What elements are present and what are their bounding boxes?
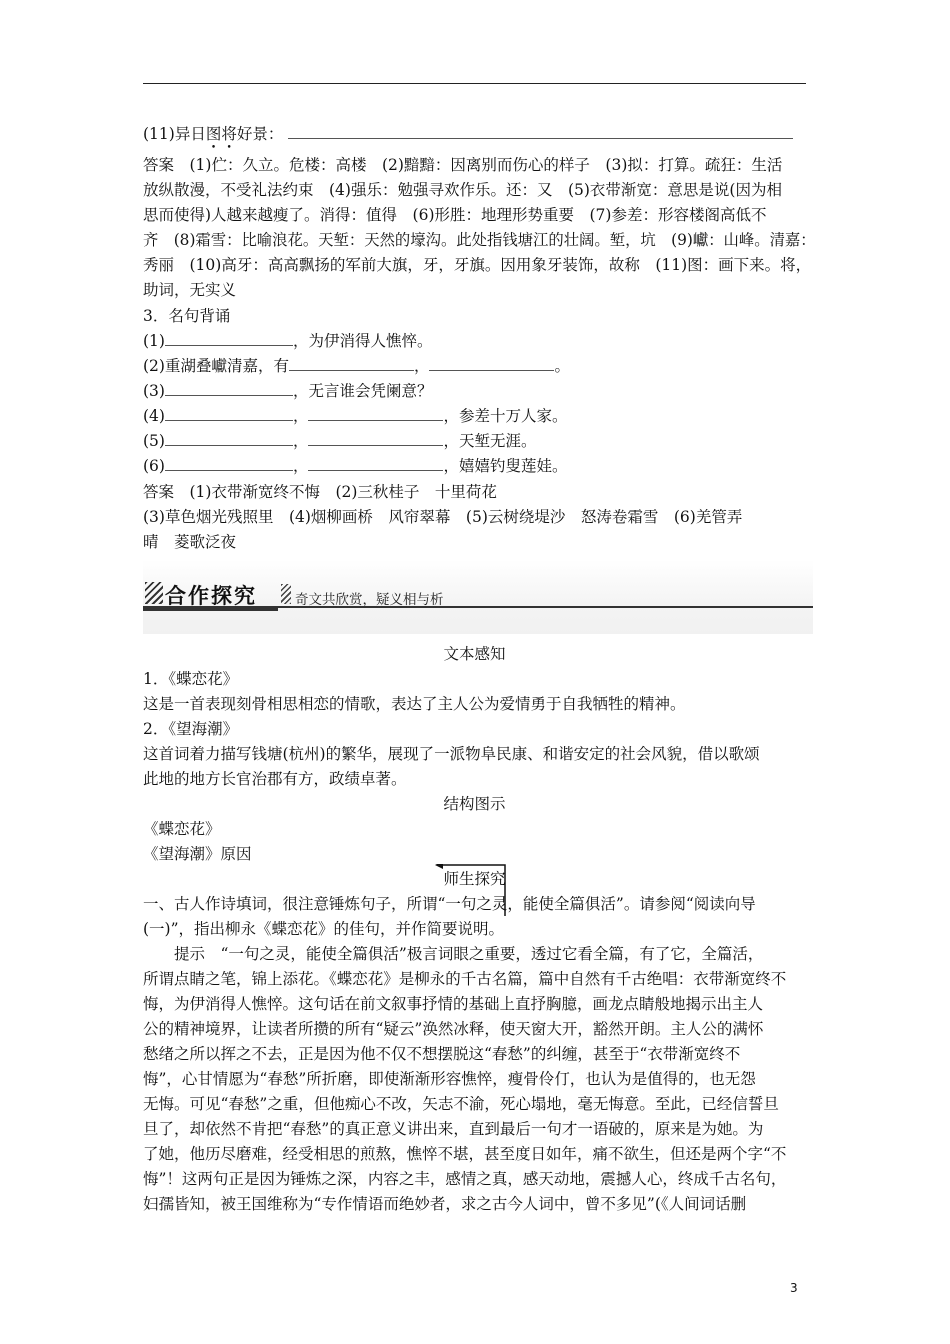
inquiry-line: 所谓点睛之笔，锦上添花。《蝶恋花》是柳永的千古名篇，篇中自然有千古绝唱：衣带渐宽终不 — [143, 970, 787, 988]
section-banner — [143, 560, 813, 634]
inquiry-line: 妇孺皆知，被王国维称为“专作情语而绝妙者，求之古今人词中，曾不多见”(《人间词话删 — [143, 1195, 747, 1213]
answer-line: 放纵散漫，不受礼法约束 (4)强乐：勉强寻欢作乐。还：又 (5)衣带渐宽：意思是说(因为相 — [143, 181, 782, 199]
structure-line: 《蝶恋花》 — [143, 820, 221, 838]
answer-blank[interactable] — [288, 124, 793, 139]
fill-question-2: (2)重湖叠巘清嘉，有 ， 。 — [143, 357, 570, 375]
answer-line: 助词，无实义 — [143, 281, 237, 299]
perception-line: 这是一首表现刻骨相思相恋的情歌，表达了主人公为爱情勇于自我牺牲的精神。 — [143, 695, 686, 713]
inquiry-line: 悔”，心甘情愿为“春愁”所折磨，即使渐渐形容憔悴，瘦骨伶仃，也认为是值得的，也无怨 — [143, 1070, 756, 1088]
fill-question-4: (4) ， ，参差十万人家。 — [143, 407, 568, 425]
perception-line: 2．《望海潮》 — [143, 720, 239, 738]
answer-blank[interactable] — [165, 331, 293, 346]
answer-line: (3)草色烟光残照里 (4)烟柳画桥 风帘翠幕 (5)云树绕堤沙 怒涛卷霜雪 (6)羌管弄 — [143, 508, 743, 526]
inquiry-line: 悔，为伊消得人憔悴。这句话在前文叙事抒情的基础上直抒胸臆，画龙点睛般地揭示出主人 — [143, 995, 764, 1013]
stripe-icon — [145, 582, 163, 604]
answer-line: 答案 (1)衣带渐宽终不悔 (2)三秋桂子 十里荷花 — [143, 483, 497, 501]
perception-line: 1．《蝶恋花》 — [143, 670, 239, 688]
inquiry-line: 旦了，却依然不肯把“春愁”的真正意义讲出来，直到最后一句才一语破的，原来是为她。为 — [143, 1120, 764, 1138]
inquiry-heading: 师生探究 — [443, 870, 506, 888]
fill-question-1: (1) ，为伊消得人憔悴。 — [143, 332, 433, 350]
item-11: (11)异日图将好景： — [143, 124, 793, 144]
answer-blank[interactable] — [308, 406, 443, 421]
answer-blank[interactable] — [429, 356, 554, 371]
answer-blank[interactable] — [165, 456, 293, 471]
inquiry-line: 悔”！这两句正是因为锤炼之深，内容之丰，感情之真，感天动地，震撼人心，终成千古名句， — [143, 1170, 787, 1188]
answer-blank[interactable] — [165, 406, 293, 421]
dotted-char: 将 — [221, 125, 237, 143]
answer-line: 秀丽 (10)高牙：高高飘扬的军前大旗，牙，牙旗。因用象牙装饰，故称 (11)图：画下来。将， — [143, 256, 812, 274]
banner-subtitle: 奇文共欣赏，疑义相与析 — [295, 592, 444, 608]
inquiry-line: 了她，他历尽磨难，经受相思的煎熬，憔悴不堪，甚至度日如年，痛不欲生，但还是两个字“不 — [143, 1145, 787, 1163]
answer-line: 齐 (8)霜雪：比喻浪花。天堑：天然的壕沟。此处指钱塘江的壮阔。堑，坑 (9)巘：山峰。清嘉： — [143, 231, 816, 249]
perception-heading: 文本感知 — [443, 645, 506, 663]
answer-line: 思而使得)人越来越瘦了。消得：值得 (6)形胜：地理形势重要 (7)参差：形容楼阁高低不 — [143, 206, 767, 224]
perception-line: 这首词着力描写钱塘(杭州)的繁华，展现了一派物阜民康、和谐安定的社会风貌，借以歌颂 — [143, 745, 760, 763]
header-rule — [143, 83, 806, 84]
answer-line: 晴 菱歌泛夜 — [143, 533, 237, 551]
inquiry-line: (一)”，指出柳永《蝶恋花》的佳句，并作简要说明。 — [143, 920, 505, 938]
page-number: 3 — [790, 1281, 798, 1295]
structure-line: 《望海潮》原因 — [143, 845, 252, 863]
fill-question-3: (3) ，无言谁会凭阑意？ — [143, 382, 433, 400]
answer-blank[interactable] — [165, 431, 293, 446]
answer-blank[interactable] — [308, 456, 443, 471]
answer-blank[interactable] — [308, 431, 443, 446]
fill-question-5: (5) ， ，天堑无涯。 — [143, 432, 537, 450]
inquiry-line: 提示 “一句之灵，能使全篇俱活”极言词眼之重要，透过它看全篇，有了它，全篇活， — [143, 945, 764, 963]
dotted-char: 图 — [205, 125, 222, 143]
answer-blank[interactable] — [289, 356, 414, 371]
inquiry-line: 愁绪之所以挥之不去，正是因为他不仅不想摆脱这“春愁”的纠缠，甚至于“衣带渐宽终不 — [143, 1045, 741, 1063]
banner-title: 合作探究 — [165, 584, 257, 608]
answer-line: 答案 (1)伫：久立。危楼：高楼 (2)黯黯：因离别而伤心的样子 (3)拟：打算。疏狂：生活 — [143, 156, 783, 174]
slash-icon — [281, 584, 291, 604]
structure-heading: 结构图示 — [443, 795, 506, 813]
perception-line: 此地的地方长官治郡有方，政绩卓著。 — [143, 770, 407, 788]
fill-question-6: (6) ， ，嬉嬉钓叟莲娃。 — [143, 457, 568, 475]
inquiry-line: 无悔。可见“春愁”之重，但他痴心不改，矢志不渝，死心塌地，毫无悔意。至此，已经信誓旦 — [143, 1095, 779, 1113]
answer-blank[interactable] — [165, 381, 293, 396]
inquiry-line: 公的精神境界，让读者所攒的所有“疑云”涣然冰释，使天窗大开，豁然开朗。主人公的满怀 — [143, 1020, 764, 1038]
section-title: 3．名句背诵 — [143, 307, 231, 325]
inquiry-line: 一、古人作诗填词，很注意锤炼句子，所谓“一句之灵，能使全篇俱活”。请参阅“阅读向导 — [143, 895, 756, 913]
